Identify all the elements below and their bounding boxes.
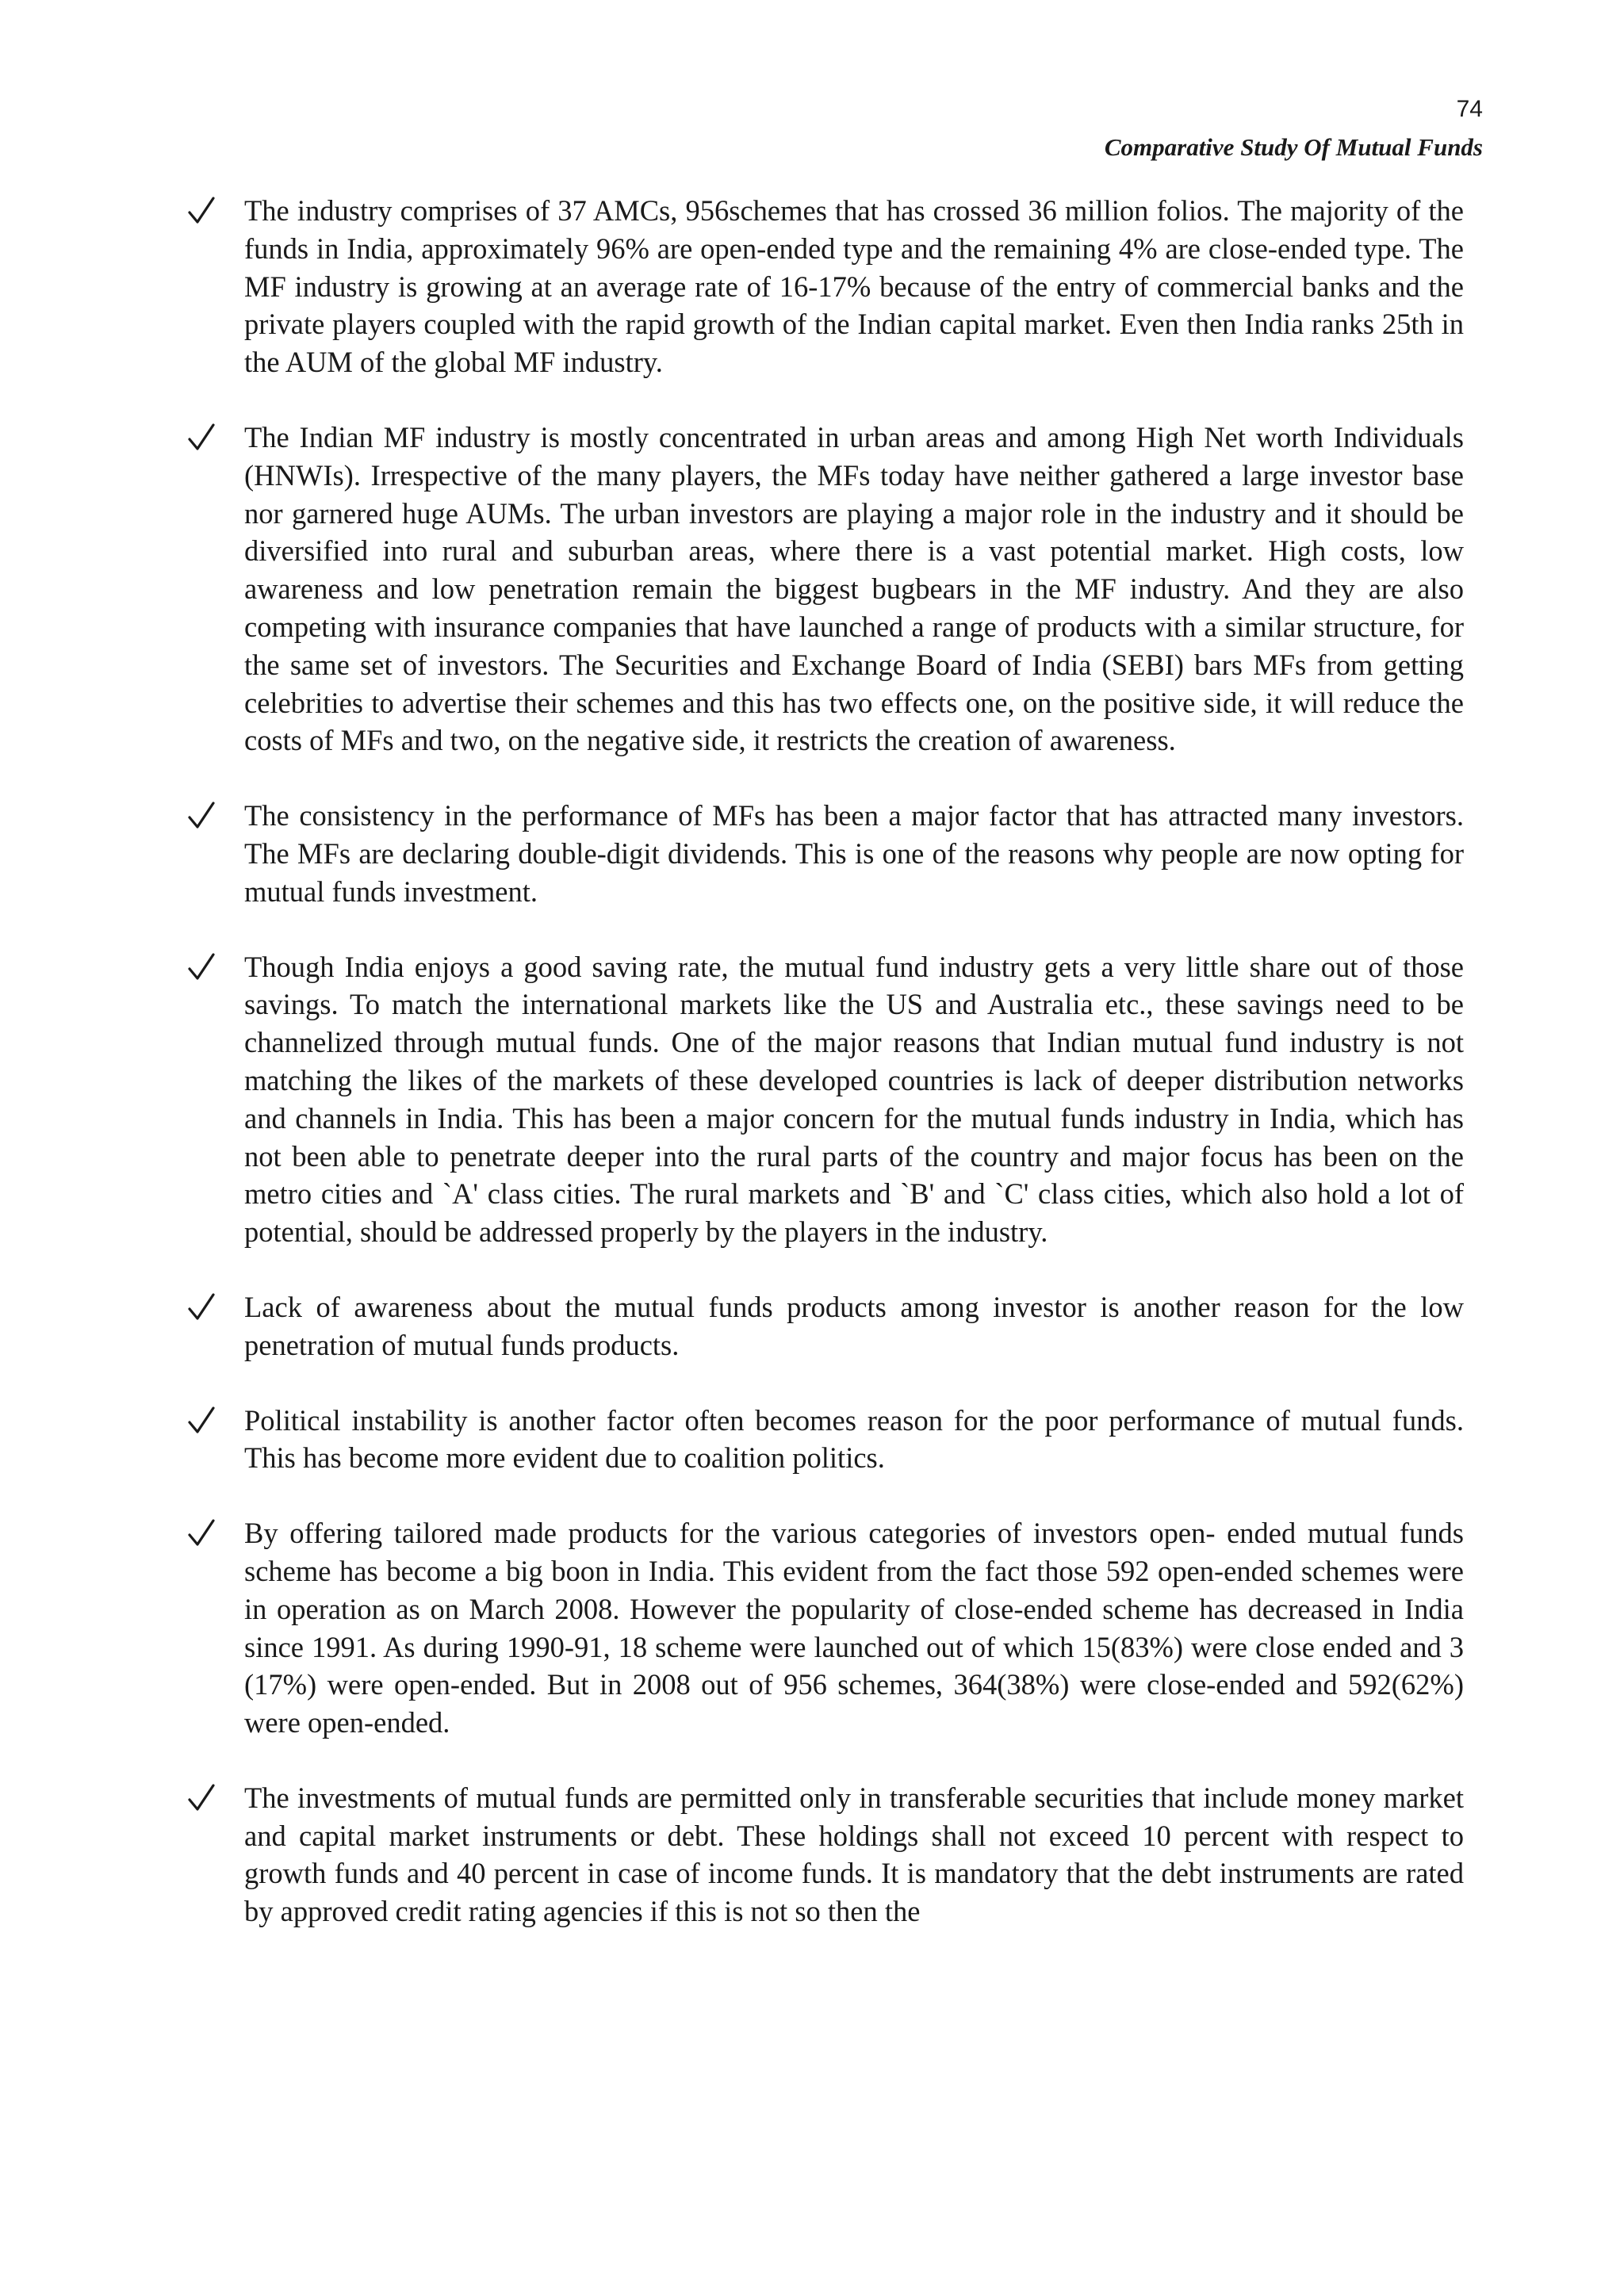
list-item	[187, 948, 1464, 1251]
bullet-text: By offering tailored made products for the various categories of investors open- ended mutual funds scheme has become a big boon in India. This evident from the fact those 592 open-ended schemes were in operation as on March 2008. However the popularity of close-ended scheme has decreased in India since 1991. As during 1990-91, 18 scheme were launched out of which 15(83%) were close ended and 3 (17%) were open-ended. But in 2008 out of 956 schemes, 364(38%) were close-ended and 592(62%) were open-ended.	[244, 1517, 1464, 1739]
bullet-text: The consistency in the performance of MFs has been a major factor that has attracted many investors. The MFs are declaring double-digit dividends. This is one of the reasons why people are now opting for mutual funds investment.	[244, 799, 1464, 908]
checkmark-icon	[187, 1782, 216, 1814]
checkmark-icon	[187, 951, 216, 983]
checkmark-icon	[187, 422, 216, 453]
bullet-text: The investments of mutual funds are permitted only in transferable securities that include money market and capital market instruments or debt. These holdings shall not exceed 10 percent with respect to growth funds and 40 percent in case of income funds. It is mandatory that the debt instruments are rated by approved credit rating agencies if this is not so then the	[244, 1781, 1464, 1928]
checkmark-icon	[187, 195, 216, 227]
running-header: Comparative Study Of Mutual Funds	[1104, 133, 1483, 161]
page-number: 74	[1456, 96, 1483, 122]
list-item	[187, 1779, 1464, 1931]
list-item	[187, 1402, 1464, 1478]
list-item	[187, 419, 1464, 760]
list-item	[187, 1514, 1464, 1742]
checkmark-icon	[187, 1517, 216, 1549]
list-item	[187, 192, 1464, 381]
checkmark-icon	[187, 1292, 216, 1323]
checkmark-icon	[187, 800, 216, 832]
bullet-text: The Indian MF industry is mostly concentrated in urban areas and among High Net worth Individuals (HNWIs). Irrespective of the many players, the MFs today have neither gathered a large investor base nor garnered huge AUMs. The urban investors are playing a major role in the industry and it should be diversified into rural and suburban areas, where there is a vast potential market. High costs, low awareness and low penetration remain the biggest bugbears in the MF industry. And they are also competing with insurance companies that have launched a range of products with a similar structure, for the same set of investors. The Securities and Exchange Board of India (SEBI) bars MFs from getting celebrities to advertise their schemes and this has two effects one, on the positive side, it will reduce the costs of MFs and two, on the negative side, it restricts the creation of awareness.	[244, 420, 1464, 757]
bullet-text: Though India enjoys a good saving rate, the mutual fund industry gets a very little share out of those savings. To match the international markets like the US and Australia etc., these savings need to be channelized through mutual funds. One of the major reasons that Indian mutual fund industry is not matching the likes of the markets of these developed countries is lack of deeper distribution networks and channels in India. This has been a major concern for the mutual funds industry in India, which has not been able to penetrate deeper into the rural parts of the country and major focus has been on the metro cities and `A' class cities. The rural markets and `B' and `C' class cities, which also hold a lot of potential, should be addressed properly by the players in the industry.	[244, 950, 1464, 1249]
list-item	[187, 1288, 1464, 1364]
bullet-list	[187, 192, 1464, 1931]
list-item	[187, 797, 1464, 910]
bullet-text: Lack of awareness about the mutual funds products among investor is another reason for the low penetration of mutual funds products.	[244, 1290, 1464, 1361]
bullet-text: The industry comprises of 37 AMCs, 956schemes that has crossed 36 million folios. The majority of the funds in India, approximately 96% are open-ended type and the remaining 4% are close-ended type. The MF industry is growing at an average rate of 16-17% because of the entry of commercial banks and the private players coupled with the rapid growth of the Indian capital market. Even then India ranks 25th in the AUM of the global MF industry.	[244, 194, 1464, 379]
bullet-text: Political instability is another factor often becomes reason for the poor performance of mutual funds. This has become more evident due to coalition politics.	[244, 1403, 1464, 1475]
checkmark-icon	[187, 1405, 216, 1437]
